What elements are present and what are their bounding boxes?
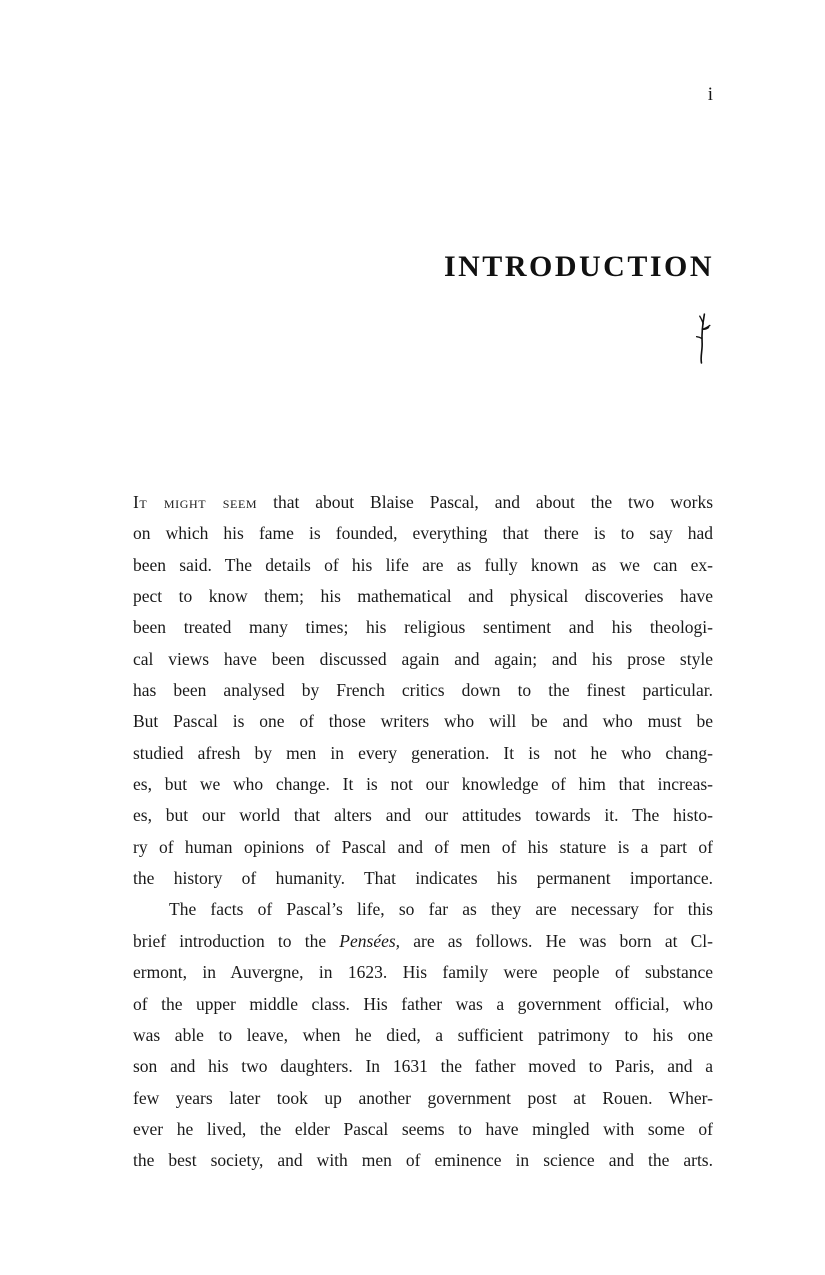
text-line: the best society, and with men of eminence in science and the arts.	[133, 1150, 713, 1171]
text-line: cal views have been discussed again and again; and his prose style	[133, 648, 713, 669]
text-line: But Pascal is one of those writers who will be and who must be	[133, 711, 713, 732]
page-number: i	[707, 84, 713, 105]
text-line: ever he lived, the elder Pascal seems to have mingled with some of	[133, 1118, 713, 1139]
text-line: on which his fame is founded, everything that there is to say had	[133, 523, 713, 544]
italic-book-title: Pensées,	[339, 930, 401, 951]
text-line: son and his two daughters. In 1631 the father moved to Paris, and a	[133, 1056, 713, 1077]
text-line: ermont, in Auvergne, in 1623. His family were people of substance	[133, 962, 713, 983]
body-text	[133, 487, 713, 1177]
text-line: few years later took up another government post at Rouen. Wher-	[133, 1087, 713, 1108]
text-line: has been analysed by French critics down to the finest particular.	[133, 680, 713, 701]
paragraph	[133, 894, 713, 1176]
text-line: of the upper middle class. His father was a government official, who	[133, 993, 713, 1014]
chapter-heading: INTRODUCTION	[443, 250, 714, 284]
text-line: ry of human opinions of Pascal and of men of his stature is a part of	[133, 836, 713, 857]
paragraph	[133, 487, 713, 894]
text-line: es, but our world that alters and our attitudes towards it. The histo-	[133, 805, 713, 826]
text-line: been treated many times; his religious sentiment and his theologi-	[133, 617, 713, 638]
twig-ornament-icon	[692, 312, 712, 364]
text-line: pect to know them; his mathematical and physical discoveries have	[133, 586, 713, 607]
text-line: was able to leave, when he died, a sufficient patrimony to his one	[133, 1024, 713, 1045]
text-line: brief introduction to the Pensées, are as follows. He was born at Cl-	[133, 930, 713, 951]
text-line: es, but we who change. It is not our knowledge of him that increas-	[133, 774, 713, 795]
text-line: The facts of Pascal’s life, so far as they are necessary for this	[169, 899, 713, 920]
small-caps-lead: It might seem	[133, 492, 258, 512]
text-line: It might seem that about Blaise Pascal, and about the two works	[133, 492, 714, 512]
text-line: studied afresh by men in every generation. It is not he who chang-	[133, 742, 713, 763]
text-line: been said. The details of his life are as fully known as we can ex-	[133, 554, 713, 575]
text-line: the history of humanity. That indicates his permanent importance.	[133, 868, 713, 889]
